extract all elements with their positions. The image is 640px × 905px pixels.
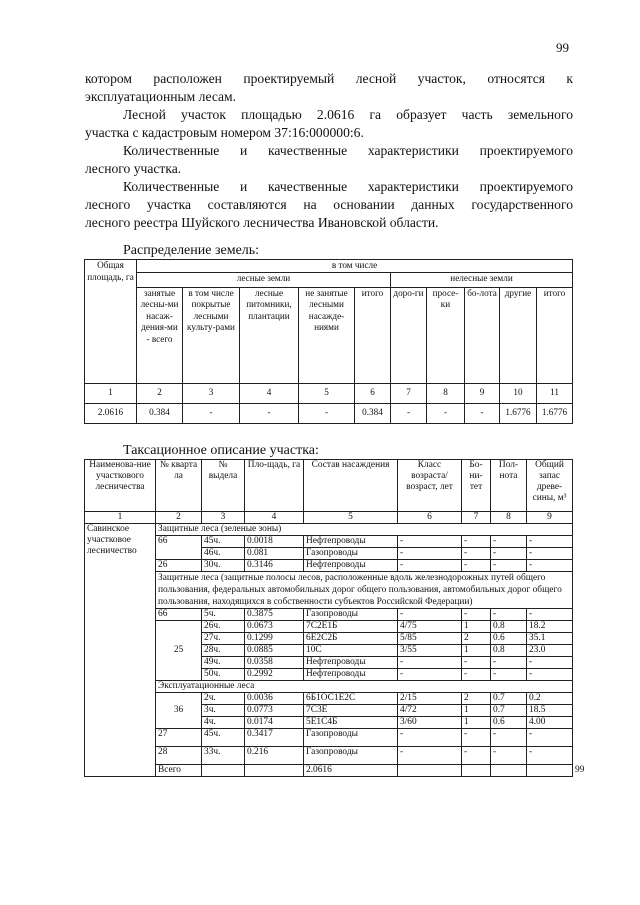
table-cell: 0.1299 xyxy=(245,633,304,645)
col-header: № кварта ла xyxy=(156,460,202,512)
col-number: 10 xyxy=(500,383,537,403)
table-cell: 49ч. xyxy=(202,657,245,669)
table-cell: - xyxy=(462,657,491,669)
table-cell: 0.7 xyxy=(491,693,527,705)
table-cell: Нефтепроводы xyxy=(304,560,398,572)
table-cell: 4/72 xyxy=(398,705,462,717)
col-number: 1 xyxy=(85,383,137,403)
col-header: Бо-ни-тет xyxy=(462,460,491,512)
page-number: 99 xyxy=(556,40,569,55)
table-cell: 0.3417 xyxy=(245,729,304,747)
col-number: 1 xyxy=(85,512,156,524)
table-cell: - xyxy=(462,669,491,681)
col-header: лесные питомники, плантации xyxy=(240,287,299,383)
col-header: Пол-нота xyxy=(491,460,527,512)
table-cell: 0.8 xyxy=(491,645,527,657)
table-cell: - xyxy=(391,403,427,423)
text-line: Лесной участок площадью 2.0616 га образует часть земельного xyxy=(123,107,573,122)
header-total-area: Общая площадь, га xyxy=(85,260,137,384)
table-cell: - xyxy=(527,669,573,681)
table-cell: - xyxy=(427,403,465,423)
table-cell: 2ч. xyxy=(202,693,245,705)
col-number: 2 xyxy=(156,512,202,524)
table-cell: - xyxy=(183,403,240,423)
table-cell: 7С2Е1Б xyxy=(304,621,398,633)
header-including: в том числе xyxy=(137,260,573,273)
table-cell: 0.0885 xyxy=(245,645,304,657)
table-cell: 3/55 xyxy=(398,645,462,657)
table-cell: 0.384 xyxy=(355,403,391,423)
land-distribution-table xyxy=(84,259,573,424)
col-number: 2 xyxy=(137,383,183,403)
table-cell: 23.0 xyxy=(527,645,573,657)
table-cell: - xyxy=(398,729,462,747)
table-cell: 3/60 xyxy=(398,717,462,729)
table-cell: 1 xyxy=(462,717,491,729)
table-cell: 0.0018 xyxy=(245,536,304,548)
table-cell: 45ч. xyxy=(202,536,245,548)
table-cell: - xyxy=(527,548,573,560)
table-cell: 7С3Е xyxy=(304,705,398,717)
table2-title: Таксационное описание участка: xyxy=(123,443,319,458)
table-cell: 66 xyxy=(156,609,202,621)
table-cell: - xyxy=(491,560,527,572)
table-cell: 50ч. xyxy=(202,669,245,681)
table-cell: - xyxy=(398,747,462,765)
table-cell: 0.384 xyxy=(137,403,183,423)
col-header: просе-ки xyxy=(427,287,465,383)
table-cell: - xyxy=(527,609,573,621)
table-cell: - xyxy=(398,669,462,681)
table-cell: 0.0358 xyxy=(245,657,304,669)
table-cell: 0.0673 xyxy=(245,621,304,633)
table-cell: 35.1 xyxy=(527,633,573,645)
table-cell: Нефтепроводы xyxy=(304,536,398,548)
taxation-table: Наименова-ние участкового лесничества № кварта ла № выдела Пло-щадь, га Состав насаждения Класс возраста/ возраст, лет Бо-ни-тет Пол-нота Общий запас древе-сины, м³ 1 2 3 4 5 6 7 8 9 Савинское участковое лесничество Защитные леса (зеленые зоны) 66 45ч. 0.0018 Нефтепроводы - - - - 46ч. 0.081 Газопроводы - - - - 26 30ч. 0.3146 Нефтепроводы - - - - Защитные леса (защитные полосы лесов, расположенные вдоль железнодорожных путей общего пользования, федеральных автомобильных дорог общего пользования, автомобильных дорог общего пользования, находящихся в собственности субъектов Российской Федерации) 66 5ч. 0.3875 Газопроводы - - - - 25 26ч. 0.0673 7С2Е1Б 4/75 1 0.8 18.2 27ч. 0.1299 6Е2С2Б 5/85 2 0.6 35.1 28ч. 0.0885 10С 3/55 1 0.8 23.0 49ч. 0.0358 Нефтепроводы - - - - 50ч. 0.2992 Нефтепроводы - - - - Эксплуатационные леса 36 2ч. 0.0036 6Б1ОС1Е2С 2/15 2 0.7 0.2 3ч. 0.0773 7С3Е 4/72 1 0.7 18.5 4ч. 0.0174 5Е1С4Б 3/60 1 0.6 4.00 27 45ч. 0.3417 Газопроводы - - - - 28 33ч. 0.216 Газопроводы - - - - Всего 2.0616 99 xyxy=(84,459,573,777)
table-cell: 6Б1ОС1Е2С xyxy=(304,693,398,705)
col-header: № выдела xyxy=(202,460,245,512)
col-header: бо-лота xyxy=(465,287,500,383)
table-cell: 27 xyxy=(156,729,202,747)
table-cell: - xyxy=(465,403,500,423)
table-cell: 2.0616 xyxy=(85,403,137,423)
table-cell: - xyxy=(240,403,299,423)
table-cell: - xyxy=(462,536,491,548)
text-line: эксплуатационным лесам. xyxy=(85,89,237,104)
total-area: 2.0616 xyxy=(304,765,398,777)
col-header: Наименова-ние участкового лесничества xyxy=(85,460,156,512)
table-cell: 0.8 xyxy=(491,621,527,633)
table-cell: 1.6776 xyxy=(500,403,537,423)
section-header: Эксплуатационные леса xyxy=(156,681,573,693)
table-cell: - xyxy=(462,609,491,621)
table-cell: 2 xyxy=(462,633,491,645)
table-cell: 46ч. xyxy=(202,548,245,560)
table-cell: - xyxy=(491,657,527,669)
col-header: итого xyxy=(355,287,391,383)
table1-title: Распределение земель: xyxy=(123,243,260,258)
col-number: 9 xyxy=(465,383,500,403)
section-header: Защитные леса (защитные полосы лесов, расположенные вдоль железнодорожных путей общего пользования, федеральных автомобильных дорог общего пользования, автомобильных дорог общего пользования, находящихся в собственности субъектов Российской Федерации) xyxy=(156,572,573,609)
table-cell: - xyxy=(491,548,527,560)
table-cell: - xyxy=(491,729,527,747)
table-cell: 27ч. xyxy=(202,633,245,645)
table-cell: - xyxy=(398,560,462,572)
table-cell: - xyxy=(491,747,527,765)
table-cell: 28 xyxy=(156,747,202,765)
paragraph-2 xyxy=(85,106,573,142)
text-line: Количественные и качественные характеристики проектируемого xyxy=(123,179,573,194)
table-cell: 4.00 xyxy=(527,717,573,729)
table-cell: 0.216 xyxy=(245,747,304,765)
table-cell xyxy=(398,765,462,777)
col-header: другие xyxy=(500,287,537,383)
table-cell: - xyxy=(462,747,491,765)
table-cell: 0.0174 xyxy=(245,717,304,729)
col-header: итого xyxy=(537,287,573,383)
table-cell: 2 xyxy=(462,693,491,705)
table-cell: - xyxy=(491,609,527,621)
text-line: лесного реестра Шуйского лесничества Ивановской области. xyxy=(85,215,439,230)
col-number: 5 xyxy=(299,383,355,403)
table-cell: - xyxy=(398,609,462,621)
table-cell: 30ч. xyxy=(202,560,245,572)
header-forest-land: лесные земли xyxy=(137,272,391,287)
col-header: занятые лесны-ми насаж-дения-ми - всего xyxy=(137,287,183,383)
col-number: 6 xyxy=(398,512,462,524)
table-cell: - xyxy=(527,560,573,572)
col-number: 3 xyxy=(202,512,245,524)
table-cell: 1 xyxy=(462,645,491,657)
table-cell: 4ч. xyxy=(202,717,245,729)
text-line: котором расположен проектируемый лесной участок, относятся к xyxy=(85,71,573,86)
text-line: лесного участка. xyxy=(85,161,182,176)
table-cell: 0.0773 xyxy=(245,705,304,717)
col-number: 4 xyxy=(245,512,304,524)
table-cell: 1.6776 xyxy=(537,403,573,423)
table-cell: - xyxy=(398,548,462,560)
total-label: Всего xyxy=(156,765,202,777)
table-cell: 0.0036 xyxy=(245,693,304,705)
col-number: 8 xyxy=(427,383,465,403)
col-number: 7 xyxy=(391,383,427,403)
text-line: Количественные и качественные характеристики проектируемого xyxy=(123,143,573,158)
col-number: 7 xyxy=(462,512,491,524)
table-cell: 28ч. xyxy=(202,645,245,657)
table-cell: 0.081 xyxy=(245,548,304,560)
table-cell: - xyxy=(527,729,573,747)
table-cell: - xyxy=(527,536,573,548)
text-line: лесного участка составляются на основании данных государственного xyxy=(85,197,573,212)
col-number: 3 xyxy=(183,383,240,403)
table-cell xyxy=(245,765,304,777)
forestry-name: Савинское участковое лесничество xyxy=(85,524,156,777)
table-cell: Нефтепроводы xyxy=(304,669,398,681)
table-cell xyxy=(527,765,573,777)
table-cell: - xyxy=(462,560,491,572)
table-cell: - xyxy=(491,536,527,548)
col-header: не занятые лесными насажде-ниями xyxy=(299,287,355,383)
table-cell: 18.5 xyxy=(527,705,573,717)
col-header: Класс возраста/ возраст, лет xyxy=(398,460,462,512)
table-cell: Нефтепроводы xyxy=(304,657,398,669)
table-cell: 0.6 xyxy=(491,717,527,729)
table-cell: 0.2992 xyxy=(245,669,304,681)
table-cell: - xyxy=(462,729,491,747)
paragraph-3 xyxy=(85,142,573,178)
col-header: Общий запас древе-сины, м³ xyxy=(527,460,573,512)
table-cell: 0.3875 xyxy=(245,609,304,621)
col-number: 6 xyxy=(355,383,391,403)
table-cell: 25 xyxy=(156,621,202,681)
table-cell: 5ч. xyxy=(202,609,245,621)
table-cell: 36 xyxy=(156,693,202,729)
header-nonforest-land: нелесные земли xyxy=(391,272,573,287)
table-cell: 26 xyxy=(156,560,202,572)
table-cell: 10С xyxy=(304,645,398,657)
table-cell xyxy=(491,765,527,777)
table-cell: 0.6 xyxy=(491,633,527,645)
table-cell: 0.2 xyxy=(527,693,573,705)
table-cell: 5Е1С4Б xyxy=(304,717,398,729)
table-cell: 0.3146 xyxy=(245,560,304,572)
table-cell: Газопроводы xyxy=(304,548,398,560)
col-header: в том числе покрытые лесными культу-рами xyxy=(183,287,240,383)
table-cell: 1 xyxy=(462,621,491,633)
table-cell: 45ч. xyxy=(202,729,245,747)
col-header: Пло-щадь, га xyxy=(245,460,304,512)
table-cell: 6Е2С2Б xyxy=(304,633,398,645)
table-cell xyxy=(202,765,245,777)
paragraph-1 xyxy=(85,70,573,106)
col-number: 9 xyxy=(527,512,573,524)
table-cell: 2/15 xyxy=(398,693,462,705)
table-cell: 0.7 xyxy=(491,705,527,717)
table-cell: - xyxy=(527,657,573,669)
table-cell: Газопроводы xyxy=(304,609,398,621)
table-cell: 5/85 xyxy=(398,633,462,645)
table-cell: 4/75 xyxy=(398,621,462,633)
table-cell: - xyxy=(462,548,491,560)
table-cell: 18.2 xyxy=(527,621,573,633)
col-number: 11 xyxy=(537,383,573,403)
table-cell: - xyxy=(299,403,355,423)
table-cell: - xyxy=(398,536,462,548)
table-cell: 1 xyxy=(462,705,491,717)
table-cell: - xyxy=(527,747,573,765)
text-line: участка с кадастровым номером 37:16:000000:6. xyxy=(85,125,364,140)
table-cell: Газопроводы xyxy=(304,729,398,747)
table-cell: - xyxy=(491,669,527,681)
table-cell: 26ч. xyxy=(202,621,245,633)
paragraph-4 xyxy=(85,178,573,232)
section-header: Защитные леса (зеленые зоны) xyxy=(156,524,573,536)
col-number: 5 xyxy=(304,512,398,524)
col-header: Состав насаждения xyxy=(304,460,398,512)
col-number: 8 xyxy=(491,512,527,524)
table-cell: 3ч. xyxy=(202,705,245,717)
table-cell: 33ч. xyxy=(202,747,245,765)
table-cell: Газопроводы xyxy=(304,747,398,765)
col-number: 4 xyxy=(240,383,299,403)
col-header: доро-ги xyxy=(391,287,427,383)
table-cell: - xyxy=(398,657,462,669)
table-cell: 66 xyxy=(156,536,202,560)
table-cell xyxy=(462,765,491,777)
